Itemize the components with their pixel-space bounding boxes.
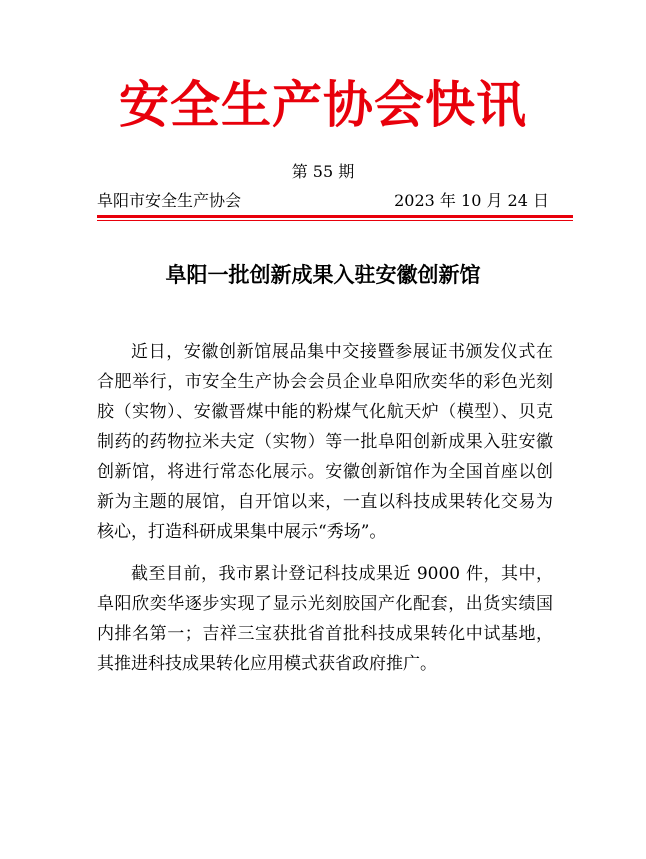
- publication-meta: [97, 190, 549, 212]
- publisher-name: 阜阳市安全生产协会: [97, 191, 242, 210]
- header-divider: [97, 215, 573, 218]
- article-paragraph: 近日，安徽创新馆展品集中交接暨参展证书颁发仪式在合肥举行，市安全生产协会会员企业阜阳欣奕华的彩色光刻胶（实物）、安徽晋煤中能的粉煤气化航天炉（模型）、贝克制药的药物拉米夫定（实物）等一批阜阳创新成果入驻安徽创新馆，将进行常态化展示。安徽创新馆作为全国首座以创新为主题的展馆，自开馆以来，一直以科技成果转化交易为核心，打造科研成果集中展示“秀场”。: [97, 342, 553, 542]
- article-body: [97, 337, 553, 691]
- article-title: 阜阳一批创新成果入驻安徽创新馆: [165, 263, 481, 287]
- issue-number: 第 55 期: [291, 162, 355, 181]
- header-divider-thin: [97, 220, 573, 221]
- article-paragraph: 截至目前，我市累计登记科技成果近 9000 件，其中，阜阳欣奕华逐步实现了显示光刻胶国产化配套，出货实绩国内排名第一；吉祥三宝获批省首批科技成果转化中试基地，其推进科技成果转化应用模式获省政府推广。: [97, 564, 553, 674]
- masthead-title: 安全生产协会快讯: [119, 75, 527, 134]
- publication-date: 2023 年 10 月 24 日: [394, 191, 549, 210]
